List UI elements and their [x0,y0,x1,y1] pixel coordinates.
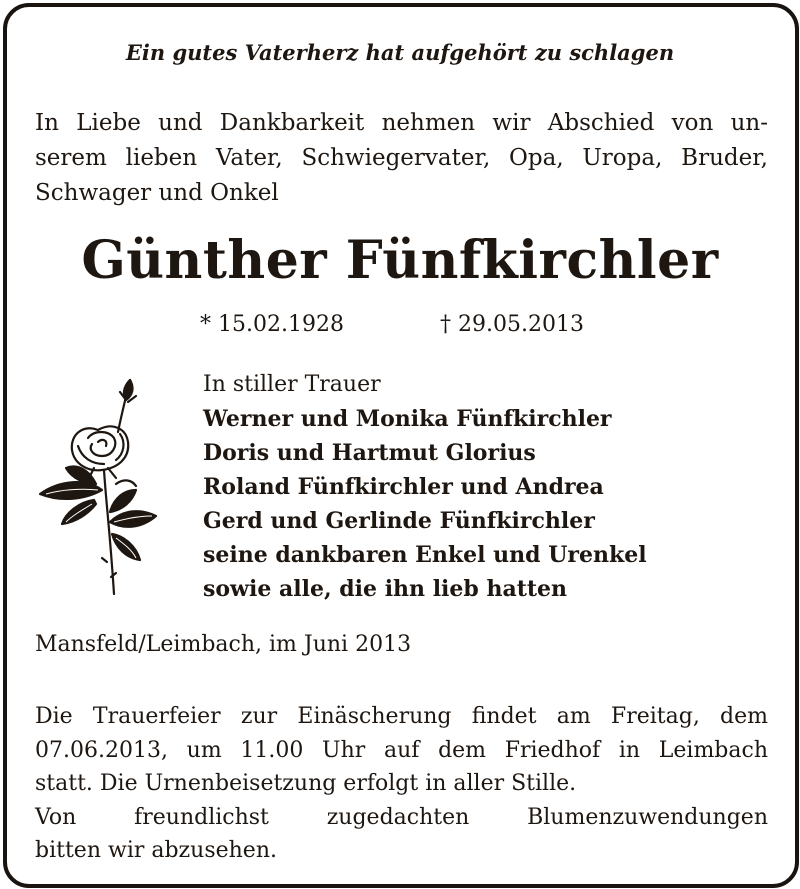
service-line: Die Trauerfeier zur Einäscherung findet am Freitag, dem [35,704,768,729]
mourner-entry: Roland Fünfkirchler und Andrea [203,474,604,500]
service-paragraph [35,700,768,868]
rose-icon [36,372,161,597]
service-line: 07.06.2013, um 11.00 Uhr auf dem Friedhof in Leimbach [35,737,768,763]
mourning-intro: In stiller Trauer [203,372,381,397]
service-line: statt. Die Urnenbeisetzung erfolgt in aller Stille. [35,771,577,796]
intro-line: serem lieben Vater, Schwiegervater, Opa, Uropa, Bruder, [35,145,768,171]
service-line: bitten wir abzusehen. [35,838,277,863]
birth-date: * 15.02.1928 [200,312,344,337]
service-line: Von freundlichst zugedachten Blumenzuwendungen [35,804,768,830]
notice-heading: Ein gutes Vaterherz hat aufgehört zu schlagen [125,40,675,65]
deceased-name: Günther Fünfkirchler [81,230,719,291]
intro-line: In Liebe und Dankbarkeit nehmen wir Abschied von un- [35,110,768,136]
death-date: † 29.05.2013 [440,312,584,337]
mourner-entry: seine dankbaren Enkel und Urenkel [203,542,647,568]
mourner-entry: Doris und Hartmut Glorius [203,440,536,466]
intro-paragraph [35,106,768,211]
intro-line: Schwager und Onkel [35,180,279,206]
mourner-entry: Werner und Monika Fünfkirchler [203,406,612,432]
mourner-entry: Gerd und Gerlinde Fünfkirchler [203,508,595,534]
place-and-date: Mansfeld/Leimbach, im Juni 2013 [35,632,412,657]
mourners-block [203,368,647,606]
mourner-entry: sowie alle, die ihn lieb hatten [203,576,568,602]
